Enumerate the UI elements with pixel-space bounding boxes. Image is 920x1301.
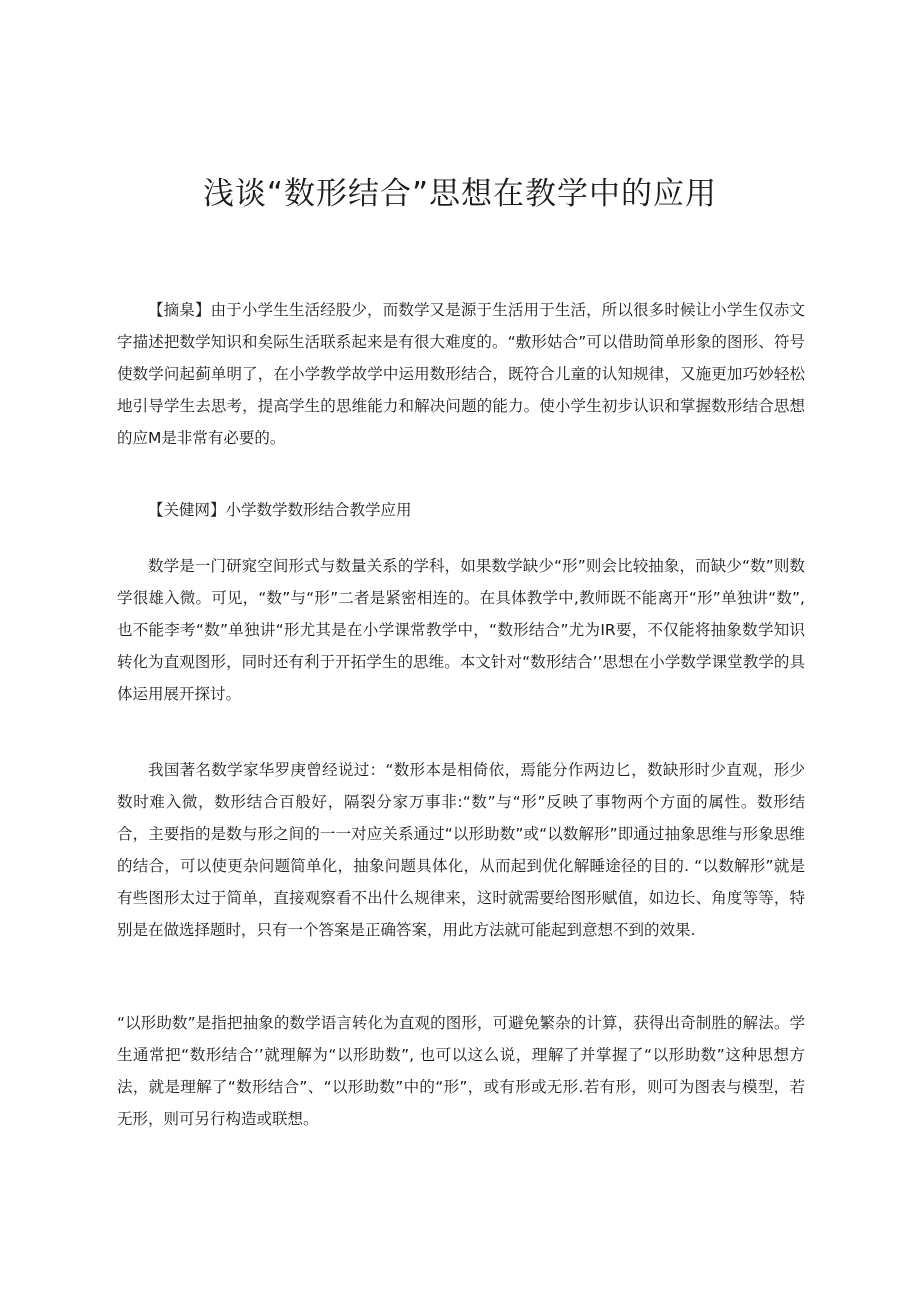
body-paragraph-3: “以形助数”是指把抽象的数学语言转化为直观的图形，可避免繁杂的计算，获得出奇制胜的解法。学生通常把“数形结合’’就理解为“以形助数”, 也可以这么说，理解了并掌握了“以形助数”这种思想方法，就是理解了“数形结合”、“以形助数”中的“形”，或有形或无形.若有形，则可为图表与模型，若无形，则可另行构造或联想。 <box>117 1014 805 1128</box>
body-paragraph-2: 我国著名数学家华罗庚曾经说过：“数形本是相倚依，焉能分作两边匕，数缺形时少直观，形少数时难入微，数形结合百般好，隔裂分家万事非:“数”与“形”反映了事物两个方面的属性。数形结合，主要指的是数与形之间的一一对应关系通过“以形助数”或“以数解形”即通过抽象思维与形象思维的结合，可以使更杂问题简单化，抽象问题具体化，从而起到优化解睡途径的目的. “以数解形”就是有些图形太过于简单，直接观察看不出什么规律来，这时就需要给图形赋值，如边长、角度等等，特别是在做选择题时，只有一个答案是正确答案，用此方法就可能起到意想不到的效果. <box>117 761 805 939</box>
body-paragraph-1: 数学是一门研窕空间形式与数量关系的学科，如果数学缺少“形”则会比较抽象，而缺少“数”则数学很雄入微。可见，“数”与“形”二者是紧密相连的。在具体教学中,教师既不能离开“形”单独讲“数”, 也不能李考“数”单独讲“形尤其是在小学课常教学中，“数形结合”尤为IR要，不仅能将抽象数学知识转化为直观图形，同时还有利于开拓学生的思维。本文针对“数形结合’’思想在小学数学课堂教学的具体运用展开探讨。 <box>117 557 805 703</box>
abstract-paragraph: 【摘臬】由于小学生生活经股少，而数学又是源于生活用于生活，所以很多时候让小学生仅赤文字描述把数学知识和矣际生活联系起来是有很大难度的。“敷形姑合”可以借助简单形象的图形、符号使数学问起蓟单明了，在小学教学故学中运用数形结合，既符合儿童的认知规律，又施更加巧妙轻松地引导学生去思考，提高学生的思维能力和解决问题的能力。使小学生初步认识和掌握数形结合思想的应M是非常有必要的。 <box>117 301 805 447</box>
page-title: 浅谈“数形结合”思想在教学中的应用 <box>202 176 718 212</box>
keywords-paragraph: 【关健网】小学数学数形结合教学应用 <box>148 501 412 519</box>
